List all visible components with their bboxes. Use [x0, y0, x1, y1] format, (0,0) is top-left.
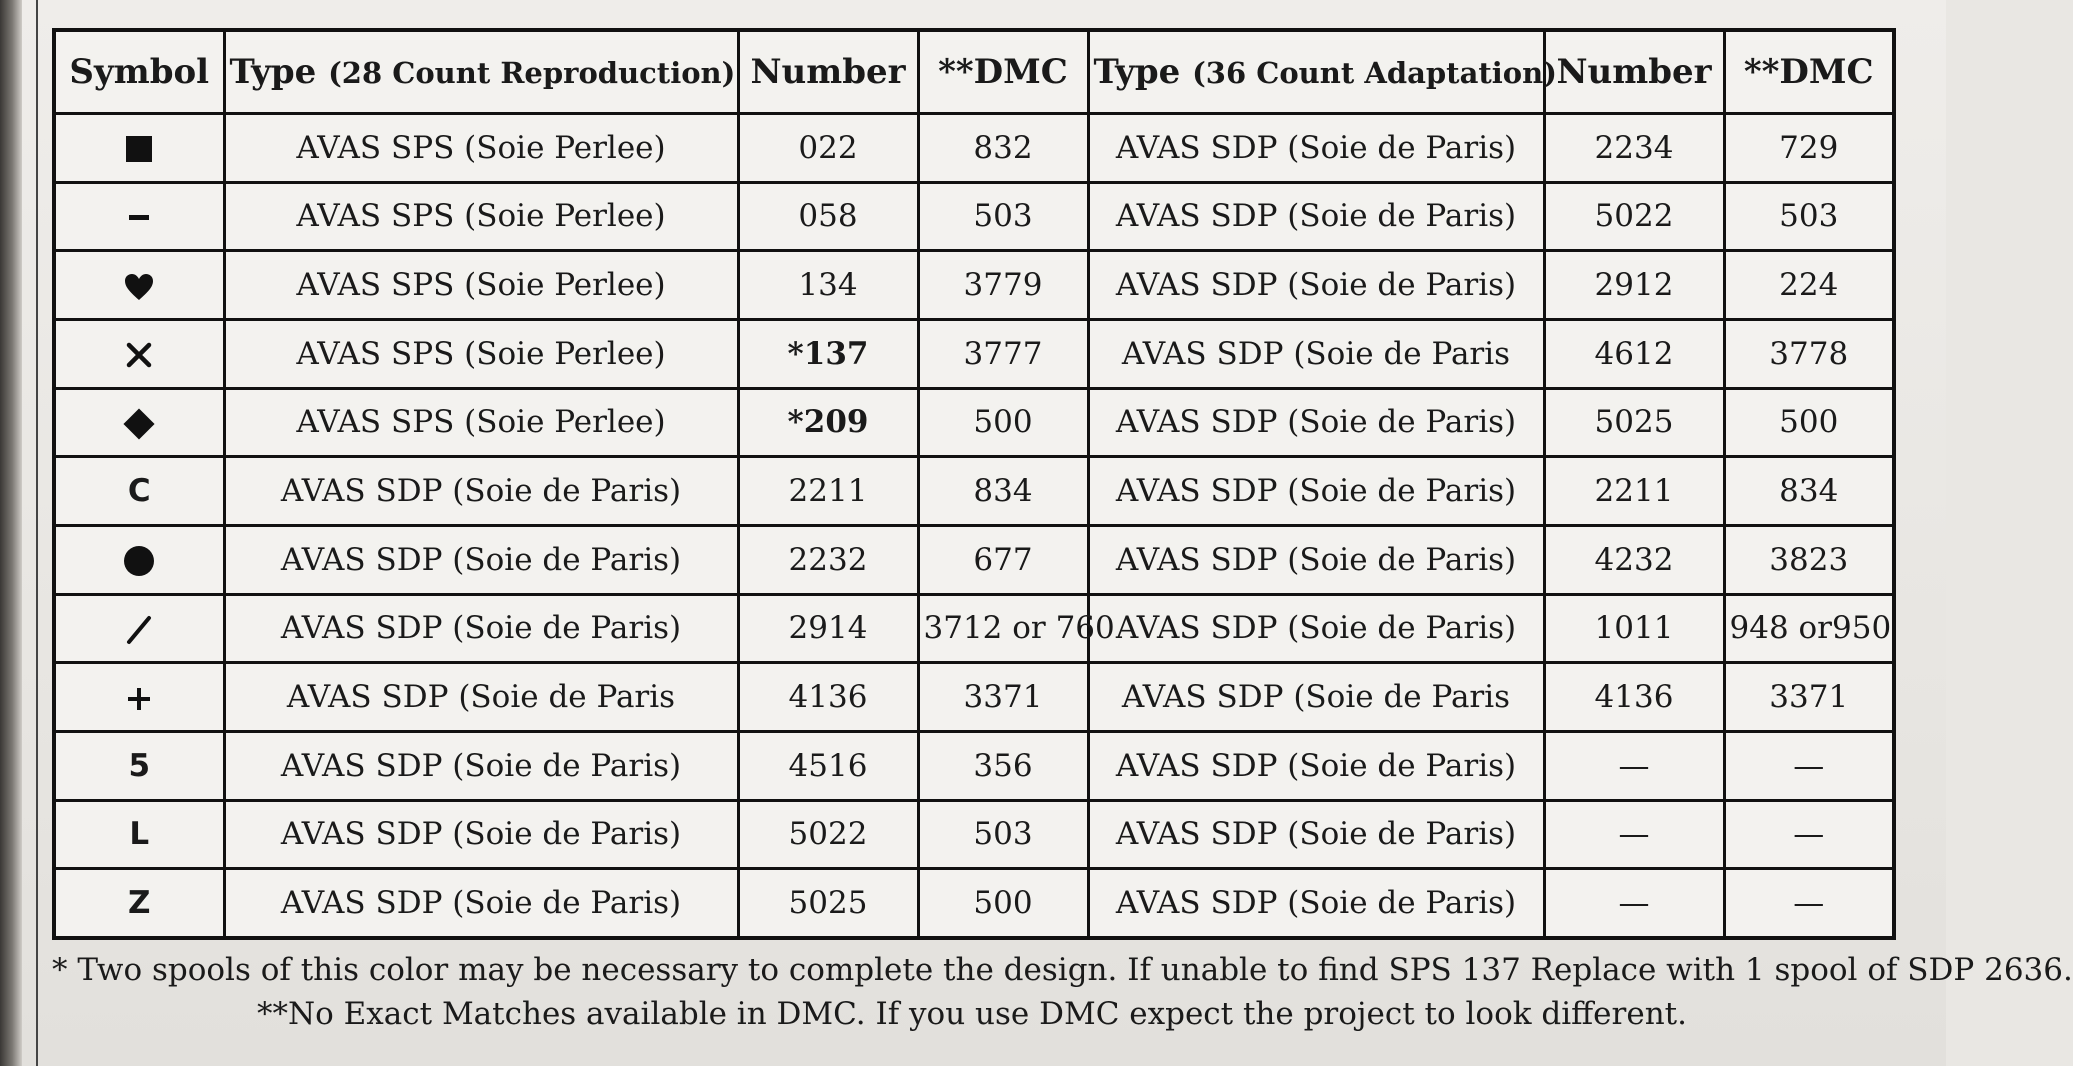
table-row — [54, 251, 1894, 320]
cell-type-28: AVAS SPS (Soie Perlee) — [224, 319, 738, 388]
cell-number-28: 058 — [738, 182, 918, 251]
cell-dmc-28: 3777 — [918, 319, 1088, 388]
footnote-dmc: **No Exact Matches available in DMC. If you use DMC expect the project to look different. — [257, 996, 1687, 1032]
cell-type-36: AVAS SDP (Soie de Paris — [1088, 319, 1544, 388]
cell-dmc-36: — — [1724, 800, 1894, 869]
header-type-28: Type (28 Count Reproduction) — [224, 30, 738, 114]
cell-number-36: 2912 — [1544, 251, 1724, 320]
x-icon — [54, 319, 224, 388]
cell-type-36: AVAS SDP (Soie de Paris) — [1088, 388, 1544, 457]
cell-type-28: AVAS SPS (Soie Perlee) — [224, 388, 738, 457]
cell-number-28: 2211 — [738, 457, 918, 526]
header-type-36: Type (36 Count Adaptation) — [1088, 30, 1544, 114]
header-dmc-28: **DMC — [918, 30, 1088, 114]
cell-dmc-28: 677 — [918, 525, 1088, 594]
cell-dmc-28: 3371 — [918, 663, 1088, 732]
document-page — [22, 0, 2073, 1066]
thread-chart-table — [52, 28, 1896, 940]
cell-type-28: AVAS SDP (Soie de Paris) — [224, 731, 738, 800]
cell-dmc-28: 503 — [918, 800, 1088, 869]
cell-dmc-36: 3823 — [1724, 525, 1894, 594]
dash-icon — [54, 182, 224, 251]
table-row — [54, 388, 1894, 457]
cell-type-36: AVAS SDP (Soie de Paris) — [1088, 457, 1544, 526]
cell-dmc-36: — — [1724, 869, 1894, 938]
page-binding-edge — [0, 0, 22, 1066]
cell-number-36: 5025 — [1544, 388, 1724, 457]
cell-dmc-28: 3712 or 760 — [918, 594, 1088, 663]
cell-dmc-36: 3778 — [1724, 319, 1894, 388]
table-row — [54, 800, 1894, 869]
table-row — [54, 319, 1894, 388]
cell-number-36: 5022 — [1544, 182, 1724, 251]
cell-type-28: AVAS SPS (Soie Perlee) — [224, 182, 738, 251]
header-number-36: Number — [1544, 30, 1724, 114]
table-row — [54, 663, 1894, 732]
cell-number-28: 2914 — [738, 594, 918, 663]
cell-type-36: AVAS SDP (Soie de Paris) — [1088, 114, 1544, 183]
cell-type-36: AVAS SDP (Soie de Paris — [1088, 663, 1544, 732]
cell-number-28: *137 — [738, 319, 918, 388]
cell-number-36: — — [1544, 869, 1724, 938]
table-row — [54, 457, 1894, 526]
cell-type-36: AVAS SDP (Soie de Paris) — [1088, 731, 1544, 800]
cell-type-28: AVAS SDP (Soie de Paris) — [224, 800, 738, 869]
circle-icon — [54, 525, 224, 594]
table-row — [54, 525, 1894, 594]
cell-number-28: 4516 — [738, 731, 918, 800]
cell-number-36: 1011 — [1544, 594, 1724, 663]
cell-dmc-28: 832 — [918, 114, 1088, 183]
cell-type-36: AVAS SDP (Soie de Paris) — [1088, 800, 1544, 869]
cell-type-28: AVAS SDP (Soie de Paris) — [224, 869, 738, 938]
footnotes — [52, 948, 2073, 1036]
cell-number-36: 4232 — [1544, 525, 1724, 594]
diamond-icon — [54, 388, 224, 457]
cell-type-36: AVAS SDP (Soie de Paris) — [1088, 525, 1544, 594]
cell-dmc-36: 500 — [1724, 388, 1894, 457]
cell-type-36: AVAS SDP (Soie de Paris) — [1088, 251, 1544, 320]
symbol-letter-c: C — [54, 457, 224, 526]
table-row — [54, 869, 1894, 938]
table-row — [54, 114, 1894, 183]
header-number-28: Number — [738, 30, 918, 114]
cell-number-28: 022 — [738, 114, 918, 183]
cell-type-28: AVAS SPS (Soie Perlee) — [224, 114, 738, 183]
cell-dmc-36: 503 — [1724, 182, 1894, 251]
cell-number-36: — — [1544, 731, 1724, 800]
cell-number-36: 4612 — [1544, 319, 1724, 388]
cell-number-28: 5022 — [738, 800, 918, 869]
header-row — [54, 30, 1894, 114]
table-row — [54, 594, 1894, 663]
cell-dmc-36: 948 or950 — [1724, 594, 1894, 663]
cell-number-36: 4136 — [1544, 663, 1724, 732]
square-icon — [54, 114, 224, 183]
cell-number-36: — — [1544, 800, 1724, 869]
cell-dmc-28: 356 — [918, 731, 1088, 800]
cell-type-36: AVAS SDP (Soie de Paris) — [1088, 869, 1544, 938]
heart-icon — [54, 251, 224, 320]
cell-number-28: 2232 — [738, 525, 918, 594]
cell-dmc-28: 500 — [918, 869, 1088, 938]
cell-type-28: AVAS SPS (Soie Perlee) — [224, 251, 738, 320]
symbol-letter-l: L — [54, 800, 224, 869]
footnote-spools: * Two spools of this color may be necessary to complete the design. If unable to find SPS 137 Replace with 1 spool of SDP 2636. — [52, 952, 2073, 988]
cell-dmc-28: 503 — [918, 182, 1088, 251]
cell-type-28: AVAS SDP (Soie de Paris) — [224, 457, 738, 526]
plus-icon — [54, 663, 224, 732]
cell-dmc-36: 3371 — [1724, 663, 1894, 732]
cell-number-28: 5025 — [738, 869, 918, 938]
cell-dmc-36: 834 — [1724, 457, 1894, 526]
cell-type-36: AVAS SDP (Soie de Paris) — [1088, 594, 1544, 663]
symbol-digit-5: 5 — [54, 731, 224, 800]
table-row — [54, 182, 1894, 251]
table-row — [54, 731, 1894, 800]
cell-type-28: AVAS SDP (Soie de Paris) — [224, 525, 738, 594]
cell-dmc-36: 729 — [1724, 114, 1894, 183]
symbol-letter-z: Z — [54, 869, 224, 938]
cell-dmc-28: 3779 — [918, 251, 1088, 320]
cell-dmc-36: — — [1724, 731, 1894, 800]
cell-number-28: 4136 — [738, 663, 918, 732]
header-symbol: Symbol — [54, 30, 224, 114]
slash-icon — [54, 594, 224, 663]
cell-number-28: *209 — [738, 388, 918, 457]
cell-dmc-28: 500 — [918, 388, 1088, 457]
cell-dmc-36: 224 — [1724, 251, 1894, 320]
cell-dmc-28: 834 — [918, 457, 1088, 526]
cell-number-28: 134 — [738, 251, 918, 320]
cell-number-36: 2211 — [1544, 457, 1724, 526]
cell-number-36: 2234 — [1544, 114, 1724, 183]
cell-type-36: AVAS SDP (Soie de Paris) — [1088, 182, 1544, 251]
cell-type-28: AVAS SDP (Soie de Paris) — [224, 594, 738, 663]
cell-type-28: AVAS SDP (Soie de Paris — [224, 663, 738, 732]
header-dmc-36: **DMC — [1724, 30, 1894, 114]
